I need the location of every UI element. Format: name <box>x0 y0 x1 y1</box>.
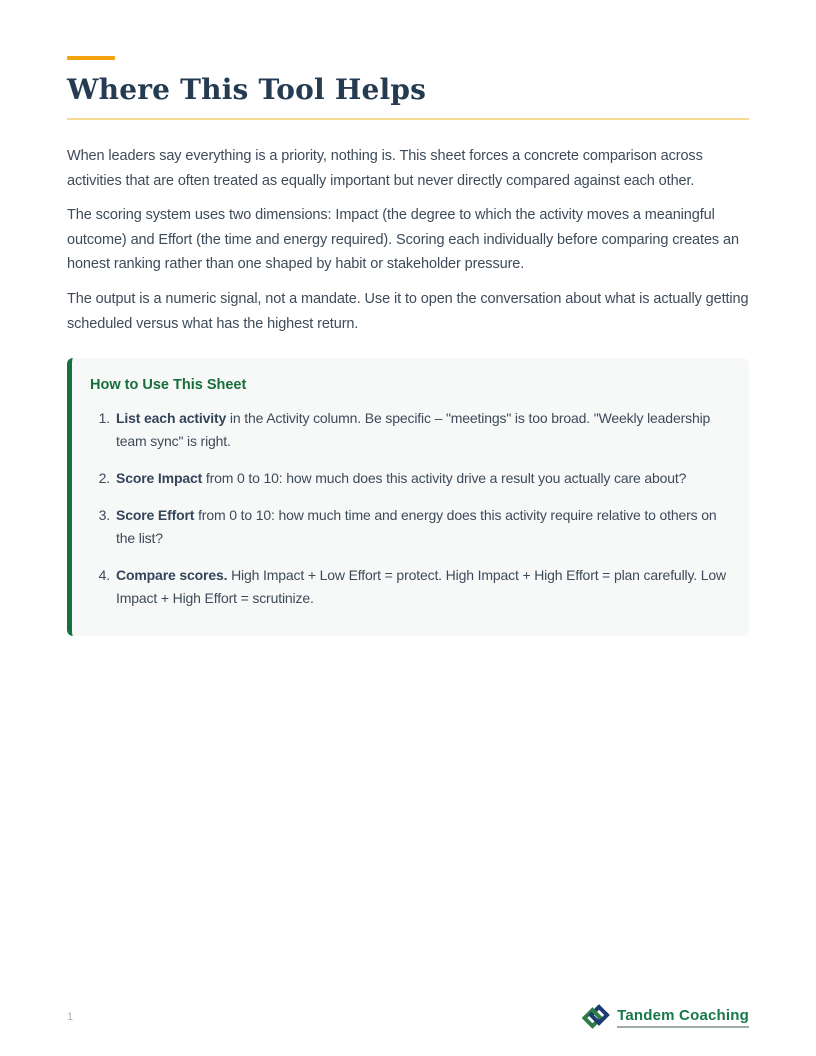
accent-bar <box>67 56 115 60</box>
step-body: from 0 to 10: how much does this activity drive a result you actually care about? <box>202 470 687 487</box>
step-text <box>116 467 686 490</box>
step-body: from 0 to 10: how much time and energy does this activity require relative to others on the list? <box>116 507 717 547</box>
tandem-diamond-icon <box>582 1004 610 1030</box>
logo-text: Tandem Coaching <box>617 1007 749 1028</box>
step-text <box>116 407 727 453</box>
tandem-coaching-logo <box>582 1004 749 1030</box>
step-text <box>116 564 727 610</box>
page-footer <box>67 1001 749 1033</box>
how-to-callout <box>67 358 749 636</box>
page-number: 1 <box>67 1011 74 1023</box>
step-number: 3. <box>98 507 110 524</box>
step-number: 4. <box>98 567 110 584</box>
step-lead: List each activity <box>116 410 227 427</box>
steps-list <box>90 407 727 610</box>
step-item-4 <box>90 564 727 610</box>
step-lead: Score Effort <box>116 507 195 524</box>
title-rule <box>67 118 749 120</box>
step-item-1 <box>90 407 727 453</box>
step-text <box>116 504 727 550</box>
intro-paragraph-1: When leaders say everything is a priority, nothing is. This sheet forces a concrete comparison across activities that are often treated as equally important but never directly compared against each other. <box>67 148 703 189</box>
page-content <box>67 56 749 636</box>
intro-paragraph-3: The output is a numeric signal, not a mandate. Use it to open the conversation about what is actually getting scheduled versus what has the highest return. <box>67 290 749 332</box>
step-lead: Score Impact <box>116 470 203 487</box>
step-item-3 <box>90 504 727 550</box>
intro-paragraph-2: The scoring system uses two dimensions: Impact (the degree to which the activity moves a meaningful outcome) and Effort (the time and energy required). Scoring each individually before comparing creates an honest ranking rather than one shaped by habit or stakeholder pressure. <box>67 207 739 273</box>
callout-heading: How to Use This Sheet <box>90 377 247 394</box>
step-body: in the Activity column. Be specific – "meetings" is too broad. "Weekly leadership team sync" is right. <box>116 410 711 450</box>
page-title: Where This Tool Helps <box>67 73 427 106</box>
step-number: 1. <box>98 410 110 427</box>
intro-section <box>67 144 749 336</box>
step-number: 2. <box>98 470 110 487</box>
step-lead: Compare scores. <box>116 567 228 584</box>
step-item-2 <box>90 467 727 490</box>
step-body: High Impact + Low Effort = protect. High Impact + High Effort = plan carefully. Low Impact + High Effort = scrutinize. <box>116 567 727 607</box>
